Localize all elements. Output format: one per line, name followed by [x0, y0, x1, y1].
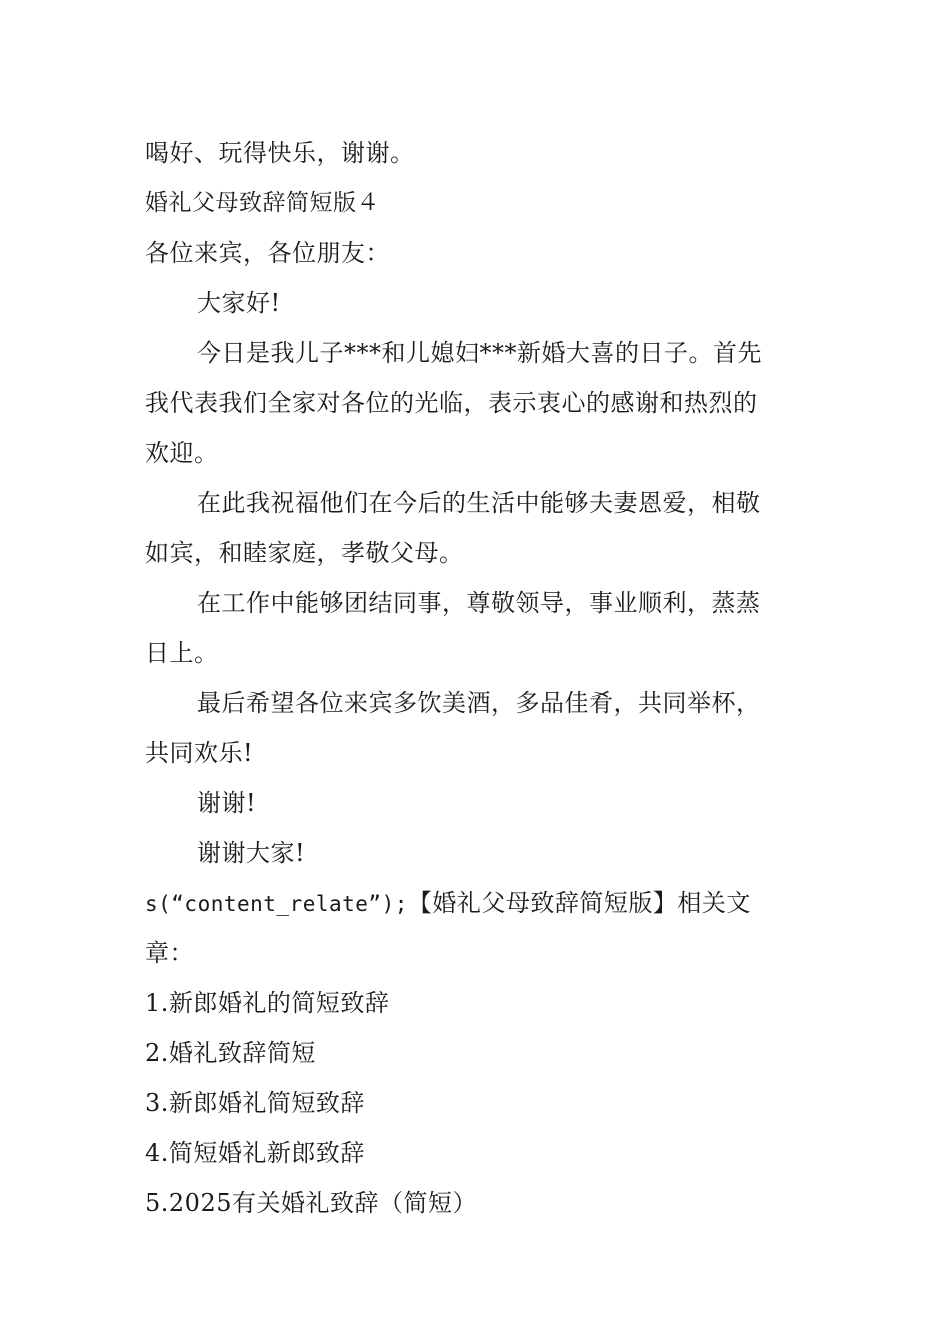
related-link-1[interactable]: 1.新郎婚礼的简短致辞 — [145, 989, 390, 1017]
thanks-line: 谢谢! — [197, 789, 257, 817]
greeting: 大家好! — [197, 289, 281, 317]
thanks-everyone-line: 谢谢大家! — [197, 839, 306, 867]
related-link-2[interactable]: 2.婚礼致辞简短 — [145, 1039, 316, 1067]
paragraph-line: 日上。 — [145, 639, 219, 667]
related-header — [145, 878, 810, 928]
paragraph-2 — [145, 478, 810, 578]
section-heading: 婚礼父母致辞简短版４ — [145, 190, 380, 216]
related-title: 【婚礼父母致辞简短版】相关文 — [407, 889, 751, 917]
paragraph-line: 在此我祝福他们在今后的生活中能够夫妻恩爱，相敬 — [197, 489, 761, 517]
paragraph-line: 如宾，和睦家庭，孝敬父母。 — [145, 539, 464, 567]
paragraph-3 — [145, 578, 810, 678]
paragraph-1 — [145, 328, 810, 478]
lead-line: 喝好、玩得快乐，谢谢。 — [145, 139, 415, 167]
paragraph-line: 欢迎。 — [145, 439, 219, 467]
document-page — [145, 128, 810, 1228]
salutation: 各位来宾，各位朋友： — [145, 239, 390, 267]
paragraph-line: 我代表我们全家对各位的光临，表示衷心的感谢和热烈的 — [145, 389, 758, 417]
paragraph-line: 最后希望各位来宾多饮美酒，多品佳肴，共同举杯， — [197, 689, 761, 717]
related-title-continued: 章： — [145, 939, 194, 967]
related-link-5[interactable]: 5.2025有关婚礼致辞（简短） — [145, 1189, 477, 1217]
related-link-3[interactable]: 3.新郎婚礼简短致辞 — [145, 1089, 365, 1117]
paragraph-4 — [145, 678, 810, 778]
paragraph-line: 共同欢乐! — [145, 739, 254, 767]
related-link-4[interactable]: 4.简短婚礼新郎致辞 — [145, 1139, 365, 1167]
paragraph-line: 今日是我儿子***和儿媳妇***新婚大喜的日子。首先 — [197, 339, 762, 367]
related-script-prefix: s(“content_relate”); — [145, 892, 408, 916]
paragraph-line: 在工作中能够团结同事，尊敬领导，事业顺利，蒸蒸 — [197, 589, 761, 617]
